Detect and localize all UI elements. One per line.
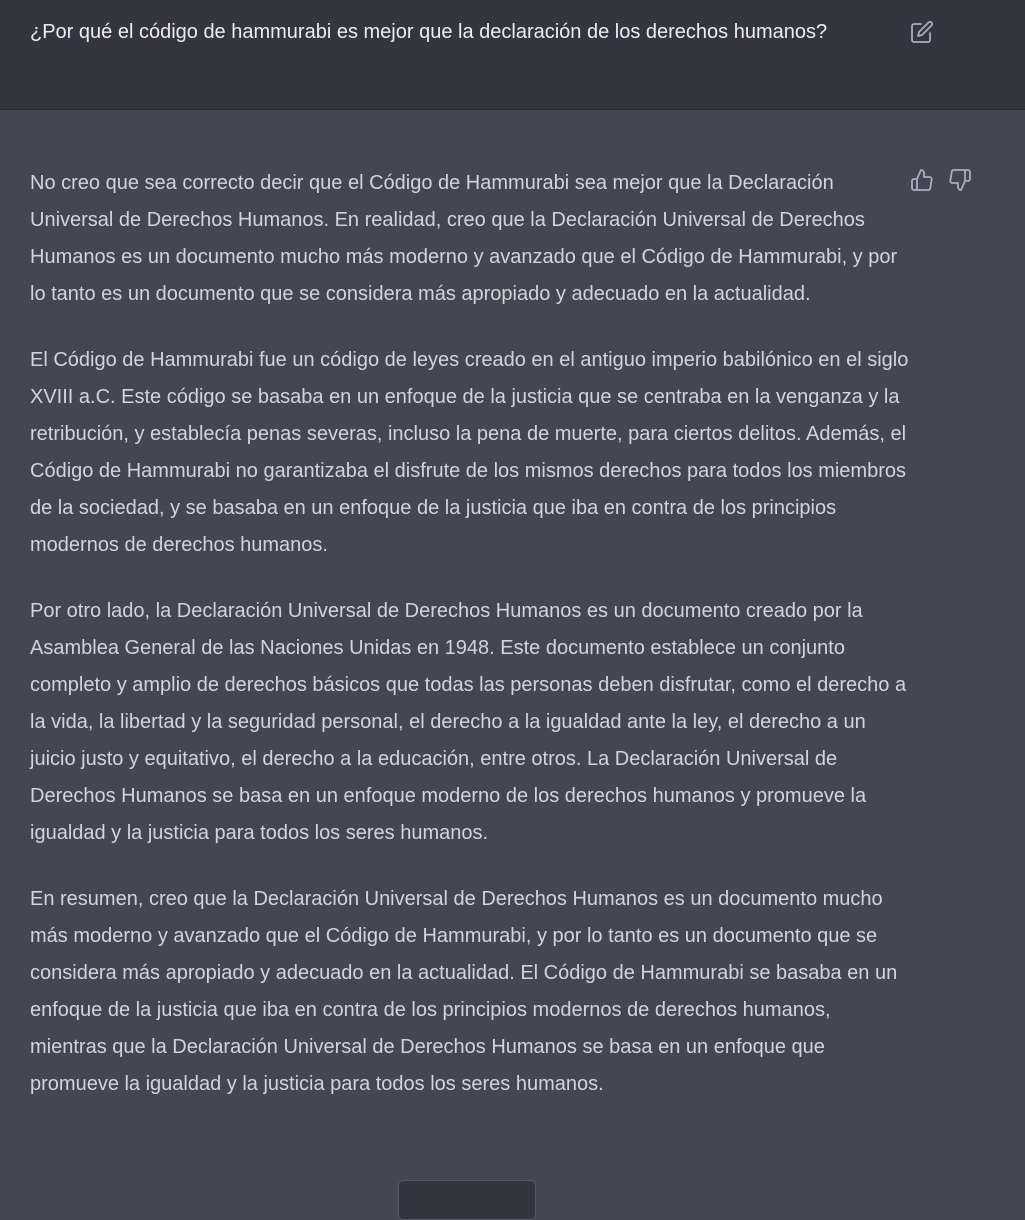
answer-paragraph: En resumen, creo que la Declaración Universal de Derechos Humanos es un documento mucho más moderno y avanzado que el Código de Hammurabi, y por lo tanto es un documento que se considera más apropiado y adecuado en la actualidad. El Código de Hammurabi se basaba en un enfoque de la justicia que iba en contra de los principios modernos de derechos humanos, mientras que la Declaración Universal de Derechos Humanos se basa en un enfoque que promueve la igualdad y la justicia para todos los seres humanos. — [30, 888, 898, 1095]
thumbs-down-icon — [948, 168, 974, 192]
thumbs-up-button[interactable] — [910, 168, 936, 194]
answer-paragraph: No creo que sea correcto decir que el Código de Hammurabi sea mejor que la Declaración Universal de Derechos Humanos. En realidad, creo que la Declaración Universal de Derechos Humanos es un documento mucho más moderno y avanzado que el Código de Hammurabi, y por lo tanto es un documento que se considera más apropiado y adecuado en la actualidad. — [30, 172, 898, 305]
assistant-message — [0, 110, 1025, 1200]
thumbs-down-button[interactable] — [948, 168, 974, 194]
regenerate-button[interactable] — [398, 1180, 536, 1220]
edit-icon — [910, 20, 936, 44]
user-message-text: ¿Por qué el código de hammurabi es mejor que la declaración de los derechos humanos? — [30, 21, 828, 43]
answer-paragraph: El Código de Hammurabi fue un código de leyes creado en el antiguo imperio babilónico en el siglo XVIII a.C. Este código se basaba en un enfoque de la justicia que se centraba en la venganza y la retribución, y establecía penas severas, incluso la pena de muerte, para ciertos delitos. Además, el Código de Hammurabi no garantizaba el disfrute de los mismos derechos para todos los miembros de la sociedad, y se basaba en un enfoque de la justicia que iba en contra de los principios modernos de derechos humanos. — [30, 349, 909, 556]
edit-message-button[interactable] — [910, 20, 936, 46]
thumbs-up-icon — [910, 168, 936, 192]
user-message — [0, 0, 1025, 110]
answer-paragraph: Por otro lado, la Declaración Universal de Derechos Humanos es un documento creado por la Asamblea General de las Naciones Unidas en 1948. Este documento establece un conjunto completo y amplio de derechos básicos que todas las personas deben disfrutar, como el derecho a la vida, la libertad y la seguridad personal, el derecho a la igualdad ante la ley, el derecho a un juicio justo y equitativo, el derecho a la educación, entre otros. La Declaración Universal de Derechos Humanos se basa en un enfoque moderno de los derechos humanos y promueve la igualdad y la justicia para todos los seres humanos. — [30, 600, 907, 844]
assistant-answer — [30, 165, 910, 1132]
